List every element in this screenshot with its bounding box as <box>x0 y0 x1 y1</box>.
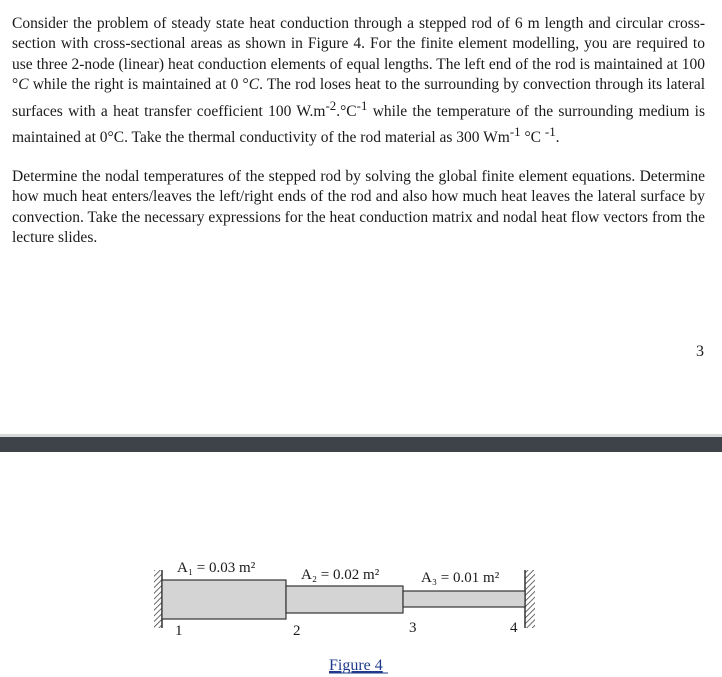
page-number: 3 <box>696 343 704 360</box>
node-4: 4 <box>510 620 518 636</box>
problem-text-6: °C <box>520 129 545 147</box>
figure-caption: Figure 4 <box>329 657 383 674</box>
left-wall-hatch <box>154 570 162 628</box>
node-1: 1 <box>175 623 183 639</box>
rod-segment-1 <box>162 580 286 619</box>
h-exponent-2: -1 <box>356 97 368 113</box>
rod-segment-2 <box>286 586 403 613</box>
problem-text-7: . <box>555 129 560 147</box>
right-end-temperature: 0 °C <box>230 76 260 94</box>
problem-text-3: . The rod loses heat to the surrounding by convection through its lateral surfaces with a heat transfer coefficient 100 W.m <box>12 76 705 120</box>
k-exponent-1: -1 <box>509 124 521 140</box>
problem-text-5: while the temperature of the surrounding medium is maintained at 0°C. Take the thermal conductivity of the rod material as 300 Wm <box>12 102 706 147</box>
node-3: 3 <box>409 620 417 636</box>
area-label-1: A₁ = 0.03 m² <box>177 560 256 576</box>
problem-text-4: .°C <box>336 102 357 120</box>
k-exponent-2: -1 <box>544 124 556 140</box>
rod-segment-3 <box>403 591 525 607</box>
node-2: 2 <box>293 623 301 639</box>
left-end-temperature: 100 °C <box>12 55 705 94</box>
right-wall-hatch <box>525 570 535 628</box>
problem-text-1: Consider the problem of steady state heat conduction through a stepped rod of 6 m length and circular cross-section with cross-sectional areas as shown in Figure 4. For the finite element modelling, you are required to use three 2-node (linear) heat conduction elements of equal lengths. The left end of the rod is maintained at <box>12 15 705 73</box>
problem-paragraph-2: Determine the nodal temperatures of the stepped rod by solving the global finite element equations. Determine how much heat enters/leaves the left/right ends of the rod and also how much heat leaves the lateral surface by convection. Take the necessary expressions for the heat conduction matrix and nodal heat flow vectors from the lecture slides. <box>12 168 705 247</box>
h-exponent-1: -2 <box>325 97 337 113</box>
problem-text-2: while the right is maintained at <box>28 76 231 94</box>
area-label-2: A₂ = 0.02 m² <box>301 567 380 583</box>
area-label-3: A₃ = 0.01 m² <box>421 570 500 586</box>
